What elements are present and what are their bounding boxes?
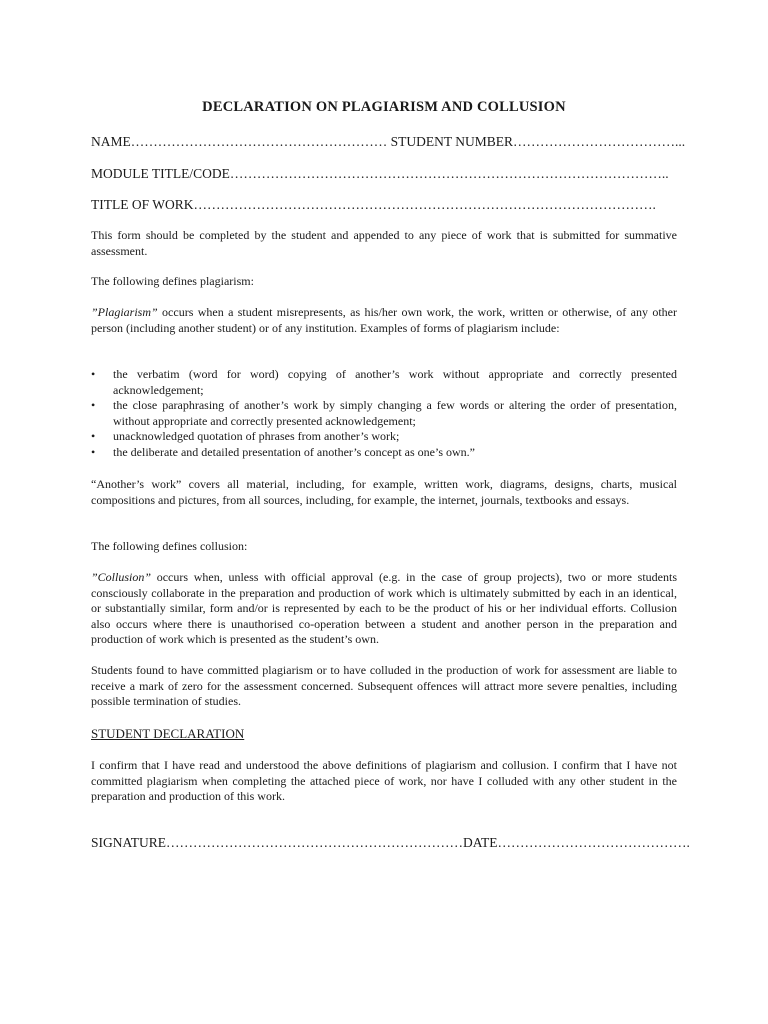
list-item xyxy=(91,367,677,398)
intro-text: This form should be completed by the student and appended to any piece of work that is submitted for summative assessment. xyxy=(91,228,677,258)
list-item xyxy=(91,445,677,461)
anothers-work-paragraph xyxy=(91,477,677,508)
module-title-code-field: MODULE TITLE/CODE…………………………………………………………………………………….. xyxy=(91,166,669,181)
title-of-work-field: TITLE OF WORK…………………………………………………………………………………………. xyxy=(91,197,656,212)
bullet-text: the close paraphrasing of another’s work by simply changing a few words or altering the order of presentation, without appropriate and correctly presented acknowledgement; xyxy=(113,398,677,428)
collusion-definition-text: occurs when, unless with official approval (e.g. in the case of group projects), two or more students consciously collaborate in the preparation and production of work which is ultimately submitted by each in an identical, or substantially similar, form and/or is represented by each to be the product of his or her individual efforts. Collusion also occurs where there is unauthorised co-operation between a student and another person in the preparation and production of work which is presented as the student’s own. xyxy=(91,570,677,646)
penalties-text: Students found to have committed plagiarism or to have colluded in the production of work for assessment are liable to receive a mark of zero for the assessment concerned. Subsequent offences will attract more severe penalties, including possible termination of studies. xyxy=(91,663,677,708)
collusion-term: ”Collusion” xyxy=(91,570,152,584)
bullet-icon: • xyxy=(91,367,96,381)
anothers-work-text: “Another’s work” covers all material, including, for example, written work, diagrams, designs, charts, musical compositions and pictures, from all sources, including, for example, the internet, journals, textbooks and essays. xyxy=(91,477,677,507)
plagiarism-lead-text: The following defines plagiarism: xyxy=(91,274,254,288)
bullet-text: the verbatim (word for word) copying of another’s work without appropriate and correctly presented acknowledgement; xyxy=(113,367,677,397)
collusion-lead-text: The following defines collusion: xyxy=(91,539,248,553)
plagiarism-term: ”Plagiarism” xyxy=(91,305,158,319)
student-declaration-heading: STUDENT DECLARATION xyxy=(91,726,245,741)
plagiarism-definition-text: occurs when a student misrepresents, as his/her own work, the work, written or otherwise, of any other person (including another student) or of any institution. Examples of forms of plagiarism include: xyxy=(91,305,677,335)
list-item xyxy=(91,398,677,429)
plagiarism-lead xyxy=(91,274,677,290)
bullet-icon: • xyxy=(91,444,96,459)
plagiarism-examples-list xyxy=(91,367,677,460)
name-student-number-field: NAME………………………………………………… STUDENT NUMBER………………………………... xyxy=(91,134,686,149)
list-item xyxy=(91,429,677,445)
document-title: DECLARATION ON PLAGIARISM AND COLLUSION xyxy=(202,99,566,115)
signature-date-field: SIGNATURE…………………………………………………………DATE……………………………………. xyxy=(91,835,690,850)
plagiarism-definition xyxy=(91,305,677,336)
intro-paragraph xyxy=(91,228,677,259)
declaration-paragraph xyxy=(91,758,677,805)
bullet-icon: • xyxy=(91,429,96,443)
bullet-text: the deliberate and detailed presentation of another’s concept as one’s own.” xyxy=(113,444,475,459)
collusion-definition xyxy=(91,570,677,648)
bullet-text: unacknowledged quotation of phrases from another’s work; xyxy=(113,429,400,443)
declaration-page xyxy=(91,0,690,1024)
declaration-text: I confirm that I have read and understood the above definitions of plagiarism and collusion. I confirm that I have not committed plagiarism when completing the attached piece of work, nor have I colluded with any other student in the preparation and production of this work. xyxy=(91,758,677,803)
penalties-paragraph xyxy=(91,663,677,710)
bullet-icon: • xyxy=(91,398,96,412)
collusion-lead xyxy=(91,539,677,555)
